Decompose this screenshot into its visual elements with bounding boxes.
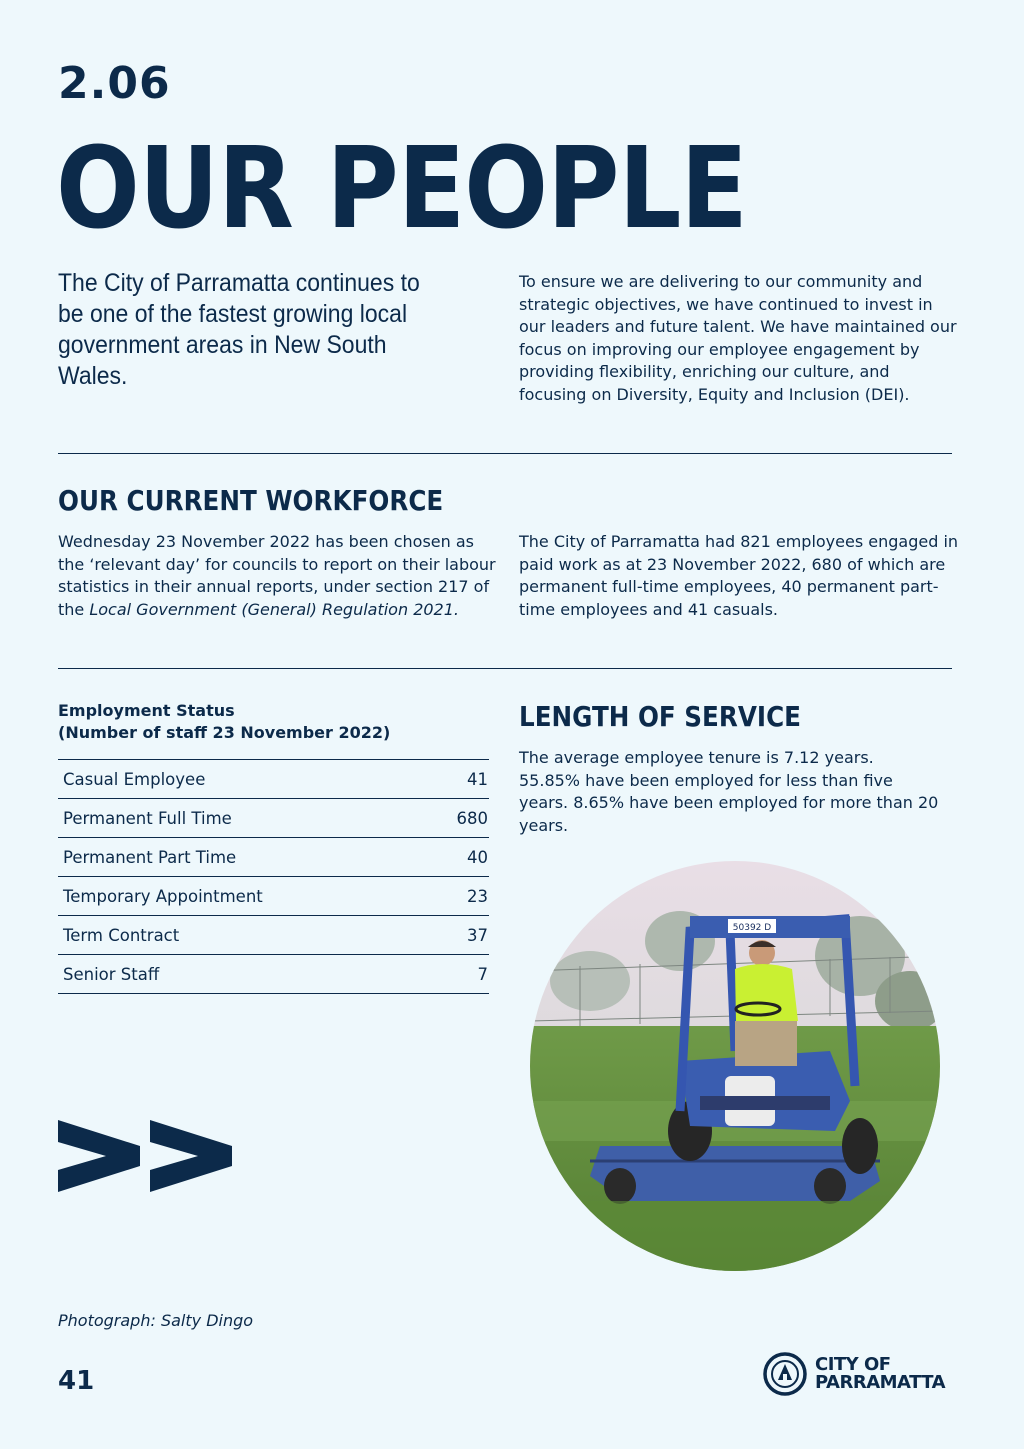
intro-body: To ensure we are delivering to our community and strategic objectives, we have continued to invest in our leaders and future talent. We have maintained our focus on improving our employee engagement by providing flexibility, enriching our culture, and focusing on Diversity, Equity and Inclusion (DEI). (519, 272, 957, 404)
plate-number: 50392 D (732, 923, 772, 933)
workforce-left-text (58, 531, 498, 621)
row-value: 37 (467, 925, 488, 945)
page-title: OUR PEOPLE (56, 124, 747, 254)
table-caption-subtitle: (Number of staff 23 November 2022) (58, 723, 391, 742)
workforce-heading: OUR CURRENT WORKFORCE (58, 484, 444, 517)
table-row (58, 799, 489, 838)
employment-status-table (58, 759, 489, 994)
divider (58, 668, 952, 669)
divider (58, 453, 952, 454)
row-value: 680 (456, 808, 488, 828)
row-label: Permanent Part Time (63, 847, 237, 867)
table-row (58, 760, 489, 799)
double-chevron-icon (58, 1120, 233, 1192)
row-value: 23 (467, 886, 488, 906)
row-label: Term Contract (63, 925, 180, 945)
service-heading: LENGTH OF SERVICE (519, 700, 802, 733)
workforce-left-text-plain: Wednesday 23 November 2022 has been chosen as the ‘relevant day’ for councils to report on their labour statistics in their annual reports, under section 217 of the (58, 532, 496, 619)
intro-lead: The City of Parramatta continues to be one of the fastest growing local government areas in New South Wales. (58, 269, 420, 390)
city-of-parramatta-logo (763, 1352, 945, 1396)
row-label: Senior Staff (63, 964, 160, 984)
section-number: 2.06 (58, 58, 171, 109)
logo-line-1: CITY OF (815, 1354, 891, 1375)
table-caption-title: Employment Status (58, 701, 235, 720)
council-crest-icon (763, 1352, 807, 1396)
row-value: 40 (467, 847, 488, 867)
table-row (58, 877, 489, 916)
table-row (58, 838, 489, 877)
page-number: 41 (58, 1366, 95, 1396)
photo-credit: Photograph: Salty Dingo (58, 1311, 254, 1330)
workforce-right-text: The City of Parramatta had 821 employees engaged in paid work as at 23 November 2022, 680 of which are permanent full-time employees, 40 permanent part-time employees and 41 casuals. (519, 532, 959, 619)
row-label: Temporary Appointment (63, 886, 263, 906)
table-row (58, 916, 489, 955)
mower-photo (530, 861, 940, 1271)
service-text: The average employee tenure is 7.12 years. 55.85% have been employed for less than five years. 8.65% have been employed for more than 20 years. (519, 748, 939, 835)
employment-table-caption (58, 700, 488, 744)
row-value: 7 (477, 964, 488, 984)
table-row (58, 955, 489, 994)
regulation-reference: Local Government (General) Regulation 2021. (89, 599, 459, 619)
row-value: 41 (467, 769, 488, 789)
row-label: Casual Employee (63, 769, 206, 789)
row-label: Permanent Full Time (63, 808, 232, 828)
logo-line-2: PARRAMATTA (815, 1372, 946, 1393)
